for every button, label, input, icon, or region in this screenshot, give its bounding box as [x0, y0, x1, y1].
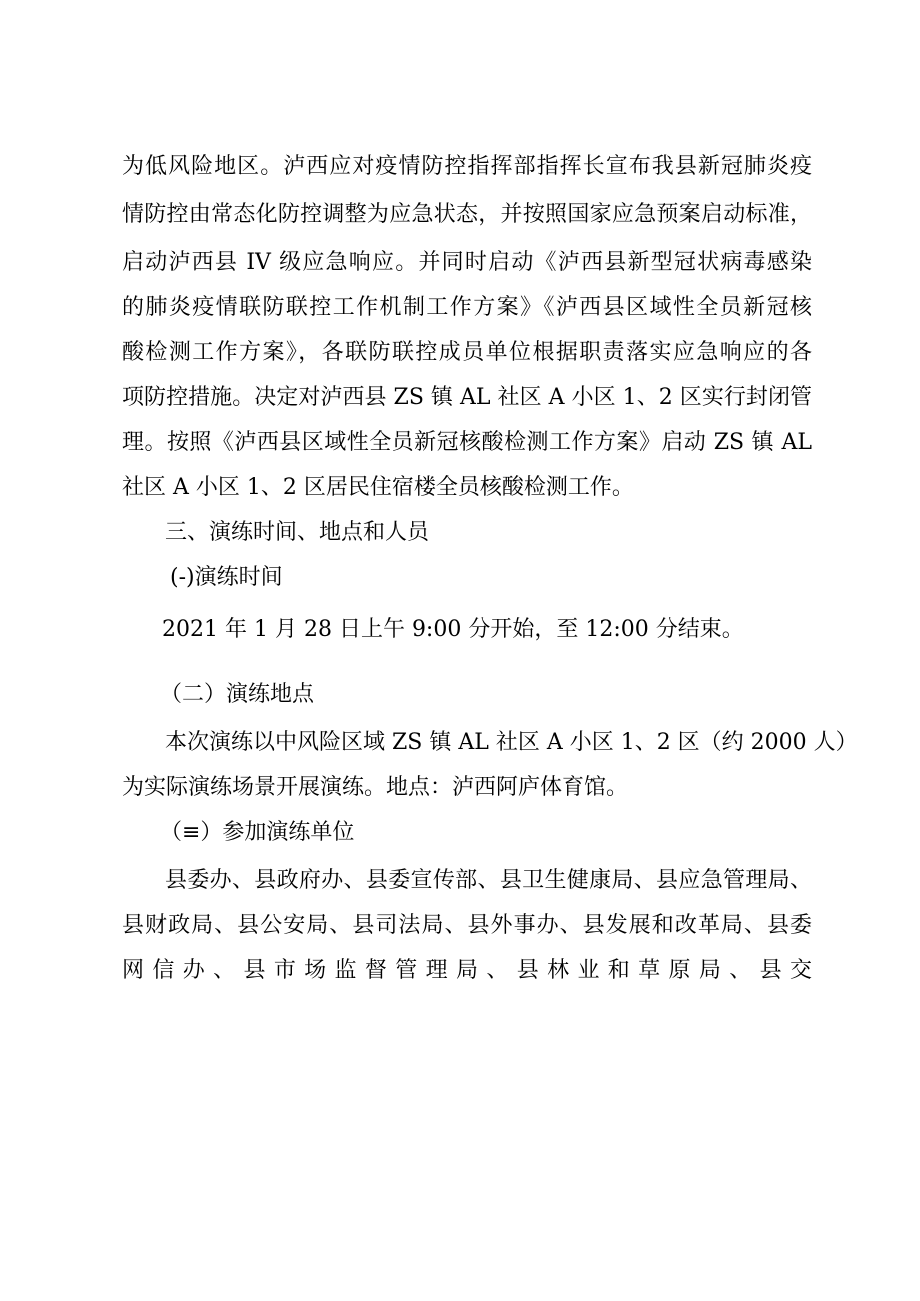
paragraph-line: 酸检测工作方案》，各联防联控成员单位根据职责落实应急响应的各	[122, 340, 812, 365]
paragraph-line: 社区 A 小区 1、2 区居民住宿楼全员核酸检测工作。	[122, 475, 634, 500]
paragraph-line: 理。按照《泸西县区域性全员新冠核酸检测工作方案》启动 ZS 镇 AL	[122, 430, 812, 455]
section-heading: 三、演练时间、地点和人员	[165, 520, 430, 545]
subsection-heading-location: （二）演练地点	[160, 682, 315, 707]
location-line: 本次演练以中风险区域 ZS 镇 AL 社区 A 小区 1、2 区（约 2000 人）	[165, 730, 858, 755]
paragraph-line: 为低风险地区。泸西应对疫情防控指挥部指挥长宣布我县新冠肺炎疫	[122, 154, 812, 179]
units-line: 县委办、县政府办、县委宣传部、县卫生健康局、县应急管理局、	[165, 868, 812, 893]
subsection-heading-time: (-)演练时间	[170, 565, 283, 590]
subsection-heading-units: （≡）参加演练单位	[160, 820, 355, 845]
time-text: 2021 年 1 月 28 日上午 9:00 分开始，至 12:00 分结束。	[162, 617, 744, 642]
units-line: 网信办、县市场监督管理局、县林业和草原局、县交	[122, 958, 812, 983]
paragraph-line: 情防控由常态化防控调整为应急状态，并按照国家应急预案启动标准，	[122, 202, 812, 227]
location-line: 为实际演练场景开展演练。地点：泸西阿庐体育馆。	[122, 775, 629, 800]
paragraph-line: 启动泸西县 IV 级应急响应。并同时启动《泸西县新型冠状病毒感染	[122, 250, 812, 275]
paragraph-line: 项防控措施。决定对泸西县 ZS 镇 AL 社区 A 小区 1、2 区实行封闭管	[122, 385, 812, 410]
units-line: 县财政局、县公安局、县司法局、县外事办、县发展和改革局、县委	[122, 913, 812, 938]
paragraph-line: 的肺炎疫情联防联控工作机制工作方案》《泸西县区域性全员新冠核	[122, 295, 812, 320]
